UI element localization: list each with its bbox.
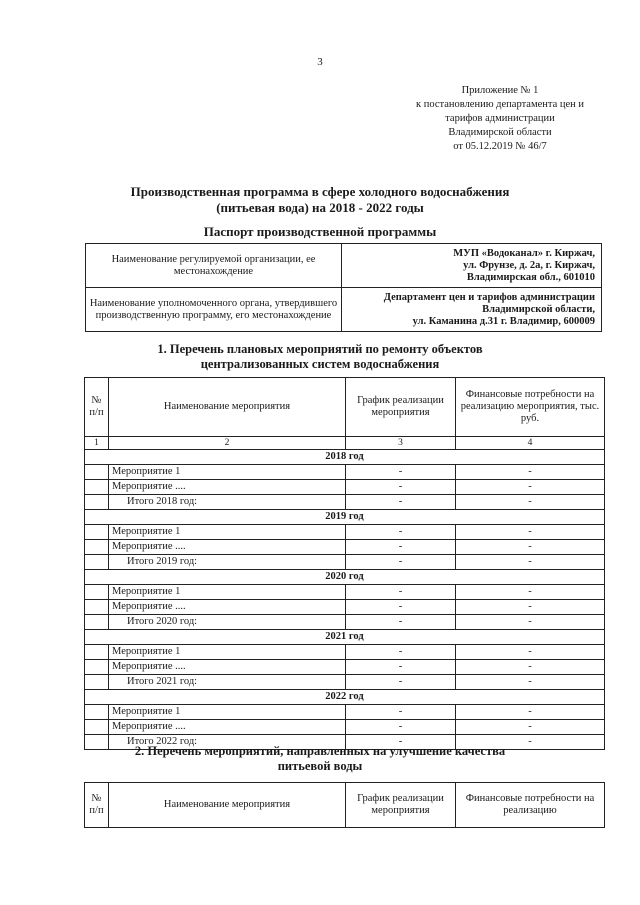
table-row xyxy=(85,705,605,720)
schedule-cell: - xyxy=(346,555,456,570)
schedule-cell: - xyxy=(346,540,456,555)
appendix-line: от 05.12.2019 № 46/7 xyxy=(453,141,547,152)
heading-line: централизованных систем водоснабжения xyxy=(200,357,440,371)
table-row xyxy=(85,555,605,570)
table-row xyxy=(85,495,605,510)
heading-line: 1. Перечень плановых мероприятий по ремонту объектов xyxy=(157,342,483,356)
row-number xyxy=(85,555,109,570)
table-row xyxy=(85,660,605,675)
table-row xyxy=(85,615,605,630)
finance-cell: - xyxy=(456,465,605,480)
table-header-row xyxy=(85,783,605,828)
measure-name: Итого 2022 год: xyxy=(109,735,346,750)
table-header-row xyxy=(85,378,605,437)
schedule-cell: - xyxy=(346,480,456,495)
row-number xyxy=(85,600,109,615)
year-row xyxy=(85,630,605,645)
year-label: 2021 год xyxy=(85,630,605,645)
table-row xyxy=(85,465,605,480)
year-label: 2019 год xyxy=(85,510,605,525)
year-label: 2018 год xyxy=(85,450,605,465)
repair-measures-table xyxy=(84,377,605,750)
header-schedule: График реализации мероприятия xyxy=(346,783,456,828)
measure-name: Мероприятие 1 xyxy=(109,525,346,540)
finance-cell: - xyxy=(456,660,605,675)
passport-table xyxy=(85,243,602,332)
finance-cell: - xyxy=(456,525,605,540)
table-row xyxy=(85,675,605,690)
measure-name: Мероприятие 1 xyxy=(109,705,346,720)
schedule-cell: - xyxy=(346,645,456,660)
column-number-row xyxy=(85,437,605,450)
measure-name: Итого 2018 год: xyxy=(109,495,346,510)
year-label: 2020 год xyxy=(85,570,605,585)
passport-value-line: МУП «Водоканал» г. Киржач, xyxy=(453,247,595,259)
header-finance: Финансовые потребности на реализацию мероприятия, тыс. руб. xyxy=(456,378,605,437)
header-number: № п/п xyxy=(85,378,109,437)
finance-cell: - xyxy=(456,540,605,555)
header-schedule: График реализации мероприятия xyxy=(346,378,456,437)
header-name: Наименование мероприятия xyxy=(109,783,346,828)
passport-value-line: Департамент цен и тарифов администрации xyxy=(383,291,595,303)
finance-cell: - xyxy=(456,675,605,690)
row-number xyxy=(85,465,109,480)
finance-cell: - xyxy=(456,585,605,600)
passport-title: Паспорт производственной программы xyxy=(203,224,437,239)
measure-name: Мероприятие 1 xyxy=(109,585,346,600)
finance-cell: - xyxy=(456,480,605,495)
document-title xyxy=(60,184,580,216)
row-number xyxy=(85,705,109,720)
measure-name: Мероприятие 1 xyxy=(109,465,346,480)
passport-value-line: ул. Каманина д.31 г. Владимир, 600009 xyxy=(412,315,595,327)
measure-name: Мероприятие .... xyxy=(109,540,346,555)
finance-cell: - xyxy=(456,555,605,570)
schedule-cell: - xyxy=(346,525,456,540)
section2-heading xyxy=(100,744,540,774)
heading-line: питьевой воды xyxy=(277,759,363,773)
schedule-cell: - xyxy=(346,615,456,630)
row-number xyxy=(85,660,109,675)
schedule-cell: - xyxy=(346,705,456,720)
passport-label: Наименование уполномоченного органа, утвердившего производственную программу, его местонахождение xyxy=(86,288,342,332)
schedule-cell: - xyxy=(346,600,456,615)
passport-value-line: ул. Фрунзе, д. 2а, г. Киржач, xyxy=(463,259,595,271)
measure-name: Итого 2019 год: xyxy=(109,555,346,570)
passport-label: Наименование регулируемой организации, ее местонахождение xyxy=(86,244,342,288)
row-number xyxy=(85,585,109,600)
measure-name: Итого 2020 год: xyxy=(109,615,346,630)
schedule-cell: - xyxy=(346,720,456,735)
row-number xyxy=(85,495,109,510)
year-row xyxy=(85,690,605,705)
table-row xyxy=(85,585,605,600)
column-number: 1 xyxy=(85,437,109,450)
header-number: № п/п xyxy=(85,783,109,828)
row-number xyxy=(85,645,109,660)
finance-cell: - xyxy=(456,735,605,750)
measure-name: Мероприятие .... xyxy=(109,660,346,675)
passport-row xyxy=(86,288,602,332)
schedule-cell: - xyxy=(346,735,456,750)
passport-value-line: Владимирской области, xyxy=(482,303,595,315)
column-number: 2 xyxy=(109,437,346,450)
year-row xyxy=(85,510,605,525)
appendix-line: Приложение № 1 xyxy=(461,85,539,96)
passport-value-line: Владимирская обл., 601010 xyxy=(466,271,595,283)
year-row xyxy=(85,570,605,585)
appendix-line: Владимирской области xyxy=(448,127,552,138)
heading-line: 2. Перечень мероприятий, направленных на улучшение качества xyxy=(134,744,506,758)
column-number: 3 xyxy=(346,437,456,450)
table-row xyxy=(85,480,605,495)
passport-value xyxy=(342,288,602,332)
row-number xyxy=(85,720,109,735)
column-number: 4 xyxy=(456,437,605,450)
measure-name: Мероприятие .... xyxy=(109,600,346,615)
title-line: (питьевая вода) на 2018 - 2022 годы xyxy=(216,200,424,215)
schedule-cell: - xyxy=(346,660,456,675)
schedule-cell: - xyxy=(346,495,456,510)
row-number xyxy=(85,615,109,630)
row-number xyxy=(85,675,109,690)
schedule-cell: - xyxy=(346,585,456,600)
finance-cell: - xyxy=(456,600,605,615)
table-row xyxy=(85,525,605,540)
measure-name: Мероприятие 1 xyxy=(109,645,346,660)
appendix-block xyxy=(380,84,620,154)
year-label: 2022 год xyxy=(85,690,605,705)
header-name: Наименование мероприятия xyxy=(109,378,346,437)
measure-name: Мероприятие .... xyxy=(109,720,346,735)
table-row xyxy=(85,645,605,660)
appendix-line: к постановлению департамента цен и xyxy=(415,99,585,110)
row-number xyxy=(85,480,109,495)
water-quality-measures-table xyxy=(84,782,605,828)
header-finance: Финансовые потребности на реализацию xyxy=(456,783,605,828)
table-row xyxy=(85,600,605,615)
finance-cell: - xyxy=(456,720,605,735)
schedule-cell: - xyxy=(346,465,456,480)
year-row xyxy=(85,450,605,465)
title-line: Производственная программа в сфере холодного водоснабжения xyxy=(130,184,510,199)
measure-name: Мероприятие .... xyxy=(109,480,346,495)
appendix-line: тарифов администрации xyxy=(445,113,555,124)
finance-cell: - xyxy=(456,645,605,660)
page-number: 3 xyxy=(317,56,323,68)
row-number xyxy=(85,525,109,540)
table-row xyxy=(85,720,605,735)
finance-cell: - xyxy=(456,495,605,510)
passport-row xyxy=(86,244,602,288)
measure-name: Итого 2021 год: xyxy=(109,675,346,690)
table-row xyxy=(85,540,605,555)
finance-cell: - xyxy=(456,705,605,720)
row-number xyxy=(85,540,109,555)
finance-cell: - xyxy=(456,615,605,630)
schedule-cell: - xyxy=(346,675,456,690)
section1-heading xyxy=(100,342,540,372)
passport-value xyxy=(342,244,602,288)
